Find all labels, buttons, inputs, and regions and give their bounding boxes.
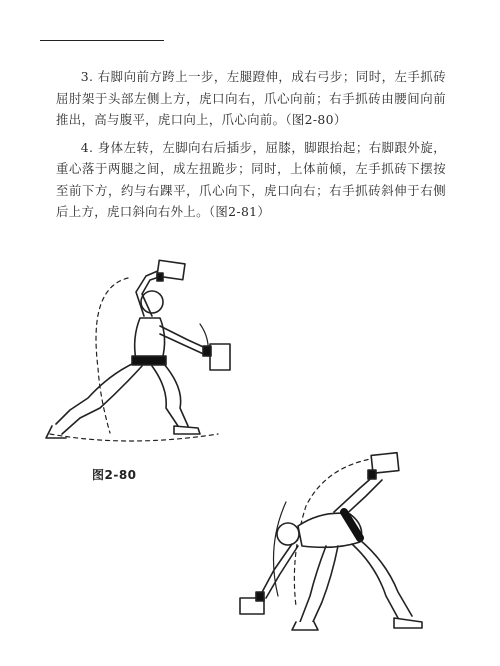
- body-text: [56, 66, 446, 229]
- header-rule: [40, 40, 164, 41]
- paragraph-step-3: 3. 右脚向前方跨上一步，左腿蹬伸，成右弓步；同时，左手抓砖屈肘架于头部左侧上方，虎口向右，爪心向前；右手抓砖由腰间向前推出，高与腹平，虎口向上，爪心向前。（图2-80）: [56, 69, 446, 127]
- figure-2-80-illustration: [28, 248, 248, 458]
- figure-2-81-illustration: [226, 446, 442, 636]
- paragraph-step-4: 4. 身体左转，左脚向右后插步，屈膝，脚跟抬起；右脚跟外旋，重心落于两腿之间，成左扭跪步；同时，上体前倾，左手抓砖下摆按至前下方，约与右踝平，爪心向下，虎口向右；右手抓砖斜伸于右侧后上方，虎口斜向右外上。（图2-81）: [56, 139, 446, 219]
- figure-2-80-caption: 图2-80: [92, 468, 137, 482]
